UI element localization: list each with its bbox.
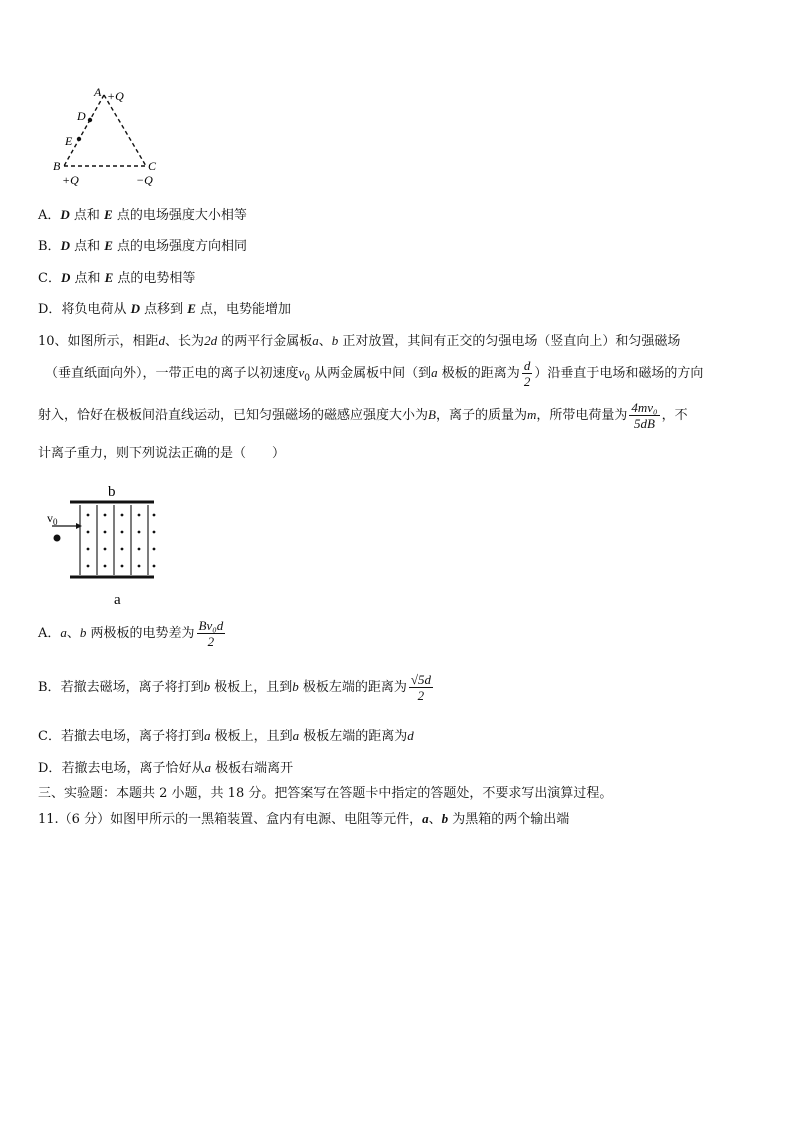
option-text: 点的电势相等 — [113, 271, 196, 286]
q9-option-d — [38, 300, 291, 319]
denominator: 5dB — [634, 416, 655, 431]
q10-text: 、长为 — [165, 334, 205, 349]
q10-text: ，所带电荷量为 — [536, 408, 628, 423]
q10-text: 从两金属板中间（到 — [310, 366, 432, 381]
arrow-head-icon — [76, 523, 82, 529]
option-text: 极板左端的距离为 — [298, 680, 407, 695]
option-text: 点和 — [69, 239, 105, 254]
option-text: 极板上，且到 — [210, 729, 293, 744]
label-c: C — [148, 159, 157, 173]
option-letter: B． — [38, 680, 61, 695]
q10-line-3 — [38, 400, 688, 431]
var-a: a — [203, 728, 211, 743]
option-letter: C． — [38, 271, 61, 286]
point-d — [88, 118, 92, 122]
option-letter: D． — [38, 302, 62, 317]
option-text: 点和 — [69, 208, 105, 223]
label-minus-q: −Q — [136, 173, 153, 187]
option-text: 极板左端的距离为 — [299, 729, 408, 744]
var-2d: 2d — [204, 333, 218, 348]
numerator: √5d — [410, 672, 431, 687]
fraction-sqrt5d-over-2 — [409, 672, 433, 703]
q9-option-c — [38, 269, 195, 288]
option-text: 极板右端离开 — [210, 761, 294, 776]
var-b: b — [203, 679, 211, 694]
var-a: a — [431, 365, 438, 380]
label-b: B — [53, 159, 61, 173]
option-text: 两极板的电势差为 — [86, 626, 195, 641]
option-text: 点和 — [70, 271, 105, 286]
q10-option-d — [38, 759, 293, 778]
var-b-field: B — [428, 407, 436, 422]
label-plus-q-top: +Q — [107, 89, 124, 103]
q10-text: （垂直纸面向外），一带正电的离子以初速度 — [45, 366, 299, 381]
var-b: b — [441, 811, 449, 826]
section-3-heading — [38, 785, 612, 803]
q10-text: 极板的距离为 — [437, 366, 520, 381]
var-e: E — [187, 301, 196, 316]
q10-line-4 — [38, 445, 285, 463]
var-a: a — [204, 760, 211, 775]
option-text: 若撤去电场，离子将打到 — [60, 729, 204, 744]
q10-text: 、 — [318, 334, 332, 349]
parallel-plates-figure — [42, 480, 167, 608]
option-text: 点的电场强度大小相等 — [112, 208, 247, 223]
q10-text: 的两平行金属板 — [217, 334, 313, 349]
label-plate-b: b — [108, 484, 116, 500]
option-letter: A． — [38, 626, 61, 641]
q10-option-b — [38, 672, 435, 703]
q10-line-1 — [38, 332, 680, 351]
q9-option-b — [38, 237, 247, 256]
point-e — [77, 137, 81, 141]
option-text: 点，电势能增加 — [195, 302, 292, 317]
option-text: 点的电场强度方向相同 — [112, 239, 248, 254]
var-b: b — [79, 625, 87, 640]
subscript: 0 — [304, 373, 311, 384]
q11-text: 11.（6 分）如图甲所示的一黑箱装置、盒内有电源、电阻等元件， — [38, 812, 423, 827]
label-a: A — [94, 85, 102, 99]
q10-line-2 — [45, 358, 703, 389]
q11-stem — [38, 810, 569, 829]
option-letter: C． — [38, 729, 61, 744]
option-letter: A． — [38, 208, 61, 223]
var-a: a — [292, 728, 300, 743]
q10-option-a — [38, 618, 227, 649]
fraction-bv0d-over-2 — [197, 618, 226, 649]
var-d: D — [60, 270, 71, 285]
section-text: 三、实验题：本题共 2 小题，共 18 分。把答案写在答题卡中指定的答题处，不要求写出演算过程。 — [38, 786, 613, 801]
var-a: a — [422, 811, 429, 826]
triangle-charges-figure — [48, 82, 168, 190]
label-plate-a: a — [114, 592, 121, 608]
var-a: a — [60, 625, 67, 640]
ion-particle — [54, 535, 61, 542]
var-d: D — [60, 238, 70, 253]
q10-option-c — [38, 727, 414, 746]
var-e: E — [104, 207, 113, 222]
fraction-d-over-2 — [522, 358, 533, 389]
option-text: 将负电荷从 — [61, 302, 131, 317]
option-text: 若撤去磁场，离子将打到 — [60, 680, 204, 695]
var-e: E — [104, 238, 113, 253]
label-d: D — [77, 109, 86, 123]
option-letter: B． — [38, 239, 61, 254]
denominator: 2 — [523, 374, 531, 389]
var-d: D — [130, 301, 140, 316]
numerator: Bv₀d — [198, 618, 224, 633]
q10-text: ，离子的质量为 — [435, 408, 527, 423]
q11-text: 为黑箱的两个输出端 — [448, 812, 570, 827]
numerator: 4mv₀ — [631, 400, 658, 415]
label-e: E — [65, 134, 73, 148]
q10-text: 射入，恰好在极板间沿直线运动，已知匀强磁场的磁感应强度大小为 — [38, 408, 429, 423]
option-text: 极板上，且到 — [210, 680, 293, 695]
var-d: d — [407, 728, 414, 743]
option-text: 若撤去电场，离子恰好从 — [61, 761, 205, 776]
q10-text: 10、如图所示，相距 — [38, 334, 159, 349]
q10-text: ，不 — [661, 408, 688, 423]
var-a: a — [312, 333, 319, 348]
fraction-charge — [629, 400, 659, 431]
var-d: d — [158, 333, 166, 348]
var-d: D — [60, 207, 70, 222]
denominator: 2 — [417, 688, 425, 703]
numerator: d — [523, 358, 531, 373]
q10-text: 计离子重力，则下列说法正确的是（ ） — [38, 446, 286, 461]
q10-text: 正对放置，其间有正交的匀强电场（竖直向上）和匀强磁场 — [338, 334, 681, 349]
q9-option-a — [38, 206, 247, 225]
q10-text: ）沿垂直于电场和磁场的方向 — [534, 366, 704, 381]
option-text: 点移到 — [139, 302, 188, 317]
option-text: 、 — [66, 626, 80, 641]
var-b: b — [331, 333, 339, 348]
var-e: E — [104, 270, 114, 285]
var-m: m — [526, 407, 537, 422]
label-plus-q-bottom: +Q — [62, 173, 79, 187]
q11-text: 、 — [428, 812, 442, 827]
denominator: 2 — [207, 634, 215, 649]
var-b: b — [292, 679, 299, 694]
var-v: v — [298, 365, 305, 380]
option-letter: D． — [38, 761, 62, 776]
label-v0: $v_0$ — [47, 511, 58, 527]
